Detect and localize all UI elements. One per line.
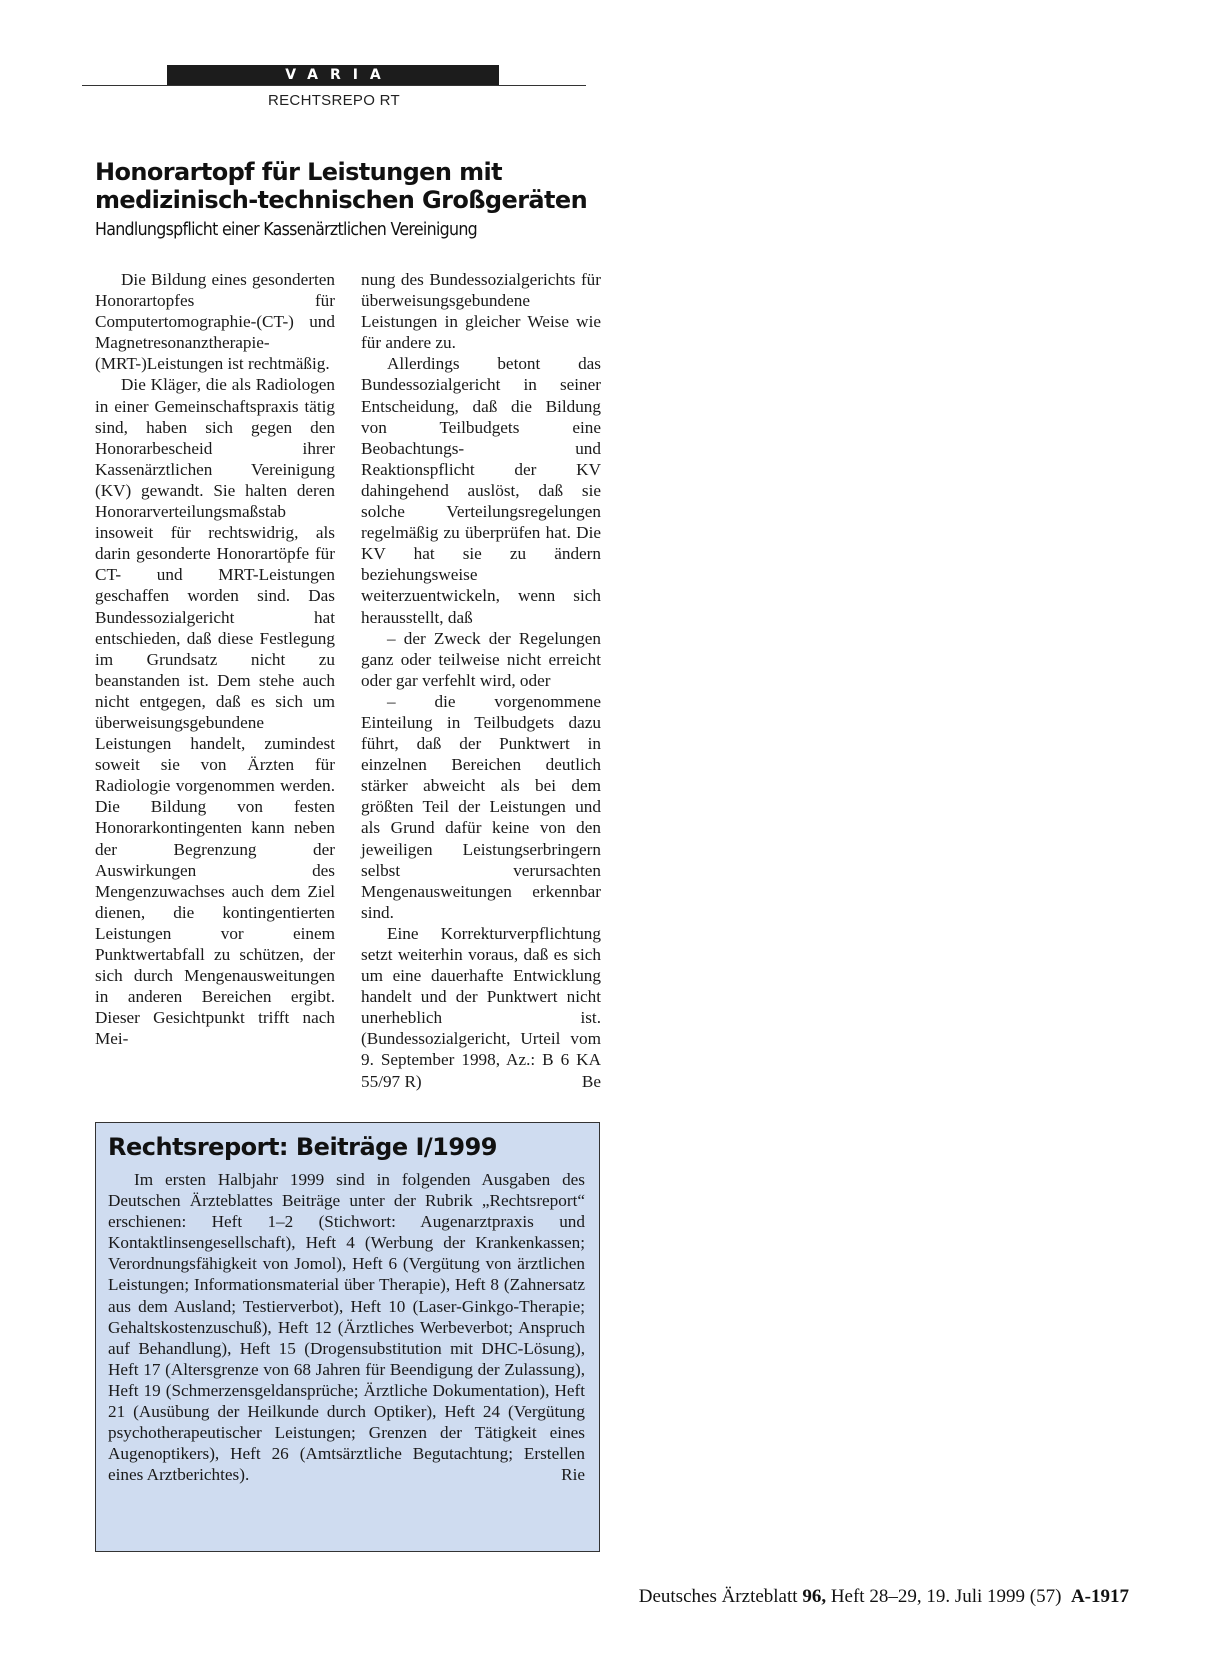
info-box-signature: Rie [561, 1465, 585, 1485]
article-headline: Honorartopf für Leistungen mit medizinisch-technischen Großgeräten [95, 158, 588, 214]
article-paragraph: – der Zweck der Regelungen ganz oder teilweise nicht erreicht oder gar verfehlt wird, oder [361, 628, 601, 690]
footer-volume: 96, [802, 1586, 827, 1607]
info-box [95, 1122, 600, 1552]
page-footer [639, 1586, 1129, 1608]
article-paragraph: – die vorgenommene Einteilung in Teilbudgets dazu führt, daß der Punktwert in einzelnen Bereichen deutlich stärker abweicht als bei dem größten Teil der Leistungen und als Grund dafür keine von den jeweiligen Leistungserbringern selbst verursachten Mengenausweitungen erkennbar sind. [361, 691, 601, 922]
info-box-title: Rechtsreport: Beiträge I/1999 [108, 1133, 497, 1161]
article-paragraph: Allerdings betont das Bundessozialgericht in seiner Entscheidung, daß die Bildung von Teilbudgets eine Beobachtungs- und Reaktionspflicht der KV dahingehend auslöst, daß sie solche Verteilungsregelungen regelmäßig zu überprüfen hat. Die KV hat sie zu ändern beziehungsweise weiterzuentwickeln, wenn sich herausstellt, daß [361, 354, 601, 627]
article-column-2 [361, 269, 601, 1092]
header-rule [82, 85, 586, 86]
article-paragraph-continuation: nung des Bundessozialgerichts für überweisungsgebundene Leistungen in gleicher Weise wie für andere zu. [361, 270, 601, 353]
info-box-paragraph [108, 1169, 585, 1485]
author-signature: Be [581, 1071, 601, 1091]
footer-journal: Deutsches Ärzteblatt [638, 1586, 798, 1607]
footer-page-number: A-1917 [1070, 1586, 1129, 1607]
article-paragraph: Die Bildung eines gesonderten Honorartopfes für Computertomographie-(CT-) und Magnetresonanztherapie-(MRT-)Leistungen ist rechtmäßig. [95, 270, 335, 374]
subsection-label: RECHTSREPO RT [268, 92, 400, 109]
article-paragraph-text: Eine Korrekturverpflichtung setzt weiterhin voraus, daß es sich um eine dauerhafte Entwicklung handelt und der Punktwert nicht unerheblich ist. (Bundessozialgericht, Urteil vom 9. September 1998, Az.: B 6 KA 55/97 R) [361, 923, 601, 1091]
article-column-1 [95, 269, 335, 1049]
section-label: VARIA [167, 65, 499, 85]
article-paragraph-last [361, 923, 601, 1092]
info-box-text: Im ersten Halbjahr 1999 sind in folgenden Ausgaben des Deutschen Ärzteblattes Beiträge unter der Rubrik „Rechtsreport“ erschienen: Heft 1–2 (Stichwort: Augenarztpraxis und Kontaktlinsengesellschaft), Heft 4 (Werbung der Krankenkassen; Verordnungsfähigkeit von Jomol), Heft 6 (Vergütung von ärztlichen Leistungen; Informationsmaterial über Therapie), Heft 8 (Zahnersatz aus dem Ausland; Testierverbot), Heft 10 (Laser-Ginkgo-Therapie; Gehaltskostenzuschuß), Heft 12 (Ärztliches Werbeverbot; Anspruch auf Behandlung), Heft 15 (Drogensubstitution mit DHC-Lösung), Heft 17 (Altersgrenze von 68 Jahren für Beendigung der Zulassung), Heft 19 (Schmerzensgeldansprüche; Ärztliche Dokumentation), Heft 21 (Ausübung der Heilkunde durch Optiker), Heft 24 (Vergütung psychotherapeutischer Leistungen; Grenzen der Tätigkeit eines Augenoptikers), Heft 26 (Amtsärztliche Begutachtung; Erstellen eines Arztberichtes). [108, 1170, 585, 1485]
article-subheadline: Handlungspflicht einer Kassenärztlichen Vereinigung [95, 219, 478, 240]
footer-issue-info: Heft 28–29, 19. Juli 1999 (57) [830, 1586, 1062, 1607]
article-paragraph: Die Kläger, die als Radiologen in einer Gemeinschaftspraxis tätig sind, haben sich gegen den Honorarbescheid ihrer Kassenärztlichen Vereinigung (KV) gewandt. Sie halten deren Honorarverteilungsmaßstab insoweit für rechtswidrig, als darin gesonderte Honorartöpfe für CT- und MRT-Leistungen geschaffen worden sind. Das Bundessozialgericht hat entschieden, daß diese Festlegung im Grundsatz nicht zu beanstanden ist. Dem stehe auch nicht entgegen, daß es sich um überweisungsgebundene Leistungen handelt, zumindest soweit sie von Ärzten für Radiologie vorgenommen werden. Die Bildung von festen Honorarkontingenten kann neben der Begrenzung der Auswirkungen des Mengenzuwachses auch dem Ziel dienen, die kontingentierten Leistungen vor einem Punktwertabfall zu schützen, der sich durch Mengenausweitungen in anderen Bereichen ergibt. Dieser Gesichtpunkt trifft nach Mei- [95, 375, 335, 1049]
